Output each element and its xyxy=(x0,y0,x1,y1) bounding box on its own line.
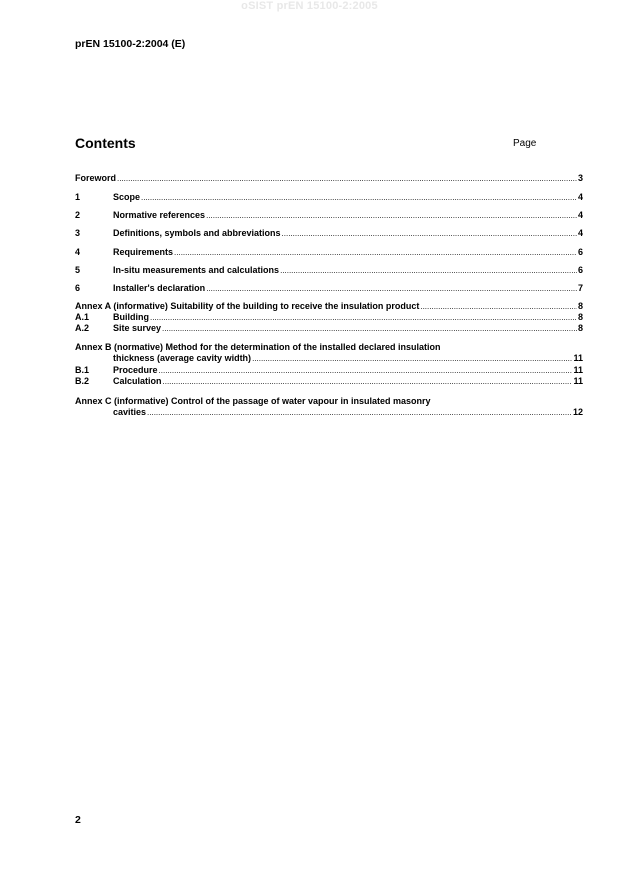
toc-entry-number: 6 xyxy=(75,283,81,293)
toc-entry-title: Annex C (informative) Control of the passage of water vapour in insulated masonry xyxy=(75,396,431,406)
toc-entry-page: 11 xyxy=(573,365,583,375)
toc-entry-page: 7 xyxy=(577,283,583,293)
toc-entry-normative-references[interactable] xyxy=(75,210,583,221)
toc-entry-b2-calculation[interactable] xyxy=(75,376,583,387)
toc-entry-foreword[interactable] xyxy=(75,173,583,184)
toc-entry-title: Definitions, symbols and abbreviations xyxy=(113,228,281,238)
toc-entry-page: 4 xyxy=(577,192,583,202)
toc-entry-a2-site-survey[interactable] xyxy=(75,323,583,334)
toc-entry-page: 3 xyxy=(577,173,583,183)
toc-entry-b1-procedure[interactable] xyxy=(75,365,583,376)
dot-leader xyxy=(206,210,577,221)
dot-leader xyxy=(162,323,577,334)
toc-entry-number: A.1 xyxy=(75,312,90,322)
toc-entry-annex-b[interactable] xyxy=(75,342,583,364)
toc-entry-annex-c[interactable] xyxy=(75,396,583,418)
watermark: oSIST prEN 15100-2:2005 xyxy=(241,0,378,12)
dot-leader xyxy=(282,228,577,239)
toc-entry-page: 4 xyxy=(577,210,583,220)
toc-entry-page: 12 xyxy=(572,407,583,417)
toc-entry-page: 6 xyxy=(577,265,583,275)
dot-leader xyxy=(163,376,573,387)
contents-heading: Contents xyxy=(75,135,136,151)
toc-entry-page: 6 xyxy=(577,247,583,257)
dot-leader xyxy=(141,192,577,203)
toc-entry-installers-declaration[interactable] xyxy=(75,283,583,294)
dot-leader xyxy=(147,407,572,418)
toc-entry-page: 11 xyxy=(573,353,583,363)
toc-entry-number: 3 xyxy=(75,228,81,238)
toc-entry-number: 1 xyxy=(75,192,81,202)
toc-entry-title: Normative references xyxy=(113,210,206,220)
toc-entry-title: Scope xyxy=(113,192,141,202)
toc-entry-title: Building xyxy=(113,312,149,322)
dot-leader xyxy=(174,247,577,258)
toc-entry-title: Annex A (informative) Suitability of the building to receive the insulation product xyxy=(75,301,420,311)
toc-entry-page: 8 xyxy=(577,301,583,311)
toc-entry-title: Procedure xyxy=(113,365,158,375)
page-column-label: Page xyxy=(513,138,537,149)
dot-leader xyxy=(117,173,577,184)
toc-entry-title: Foreword xyxy=(75,173,117,183)
toc-entry-a1-building[interactable] xyxy=(75,312,583,323)
toc-entry-title: Requirements xyxy=(113,247,174,257)
toc-entry-page: 11 xyxy=(573,376,583,386)
toc-entry-number: A.2 xyxy=(75,323,90,333)
toc-entry-number: 4 xyxy=(75,247,81,257)
toc-entry-title-continued: cavities xyxy=(113,407,147,417)
dot-leader xyxy=(159,365,573,376)
document-id: prEN 15100-2:2004 (E) xyxy=(75,38,186,50)
toc-entry-title: In-situ measurements and calculations xyxy=(113,265,280,275)
toc-entry-title: Site survey xyxy=(113,323,162,333)
toc-entry-number: B.2 xyxy=(75,376,90,386)
dot-leader xyxy=(252,353,572,364)
toc-entry-requirements[interactable] xyxy=(75,247,583,258)
dot-leader xyxy=(206,283,577,294)
toc-entry-number: 2 xyxy=(75,210,81,220)
toc-entry-in-situ-measurements[interactable] xyxy=(75,265,583,276)
toc-entry-page: 8 xyxy=(577,323,583,333)
toc-entry-number: B.1 xyxy=(75,365,90,375)
toc-entry-annex-a[interactable] xyxy=(75,301,583,312)
dot-leader xyxy=(150,312,577,323)
toc-entry-title: Installer's declaration xyxy=(113,283,206,293)
toc-entry-number: 5 xyxy=(75,265,81,275)
toc-entry-scope[interactable] xyxy=(75,192,583,203)
toc-entry-page: 8 xyxy=(577,312,583,322)
toc-entry-title: Annex B (normative) Method for the determination of the installed declared insulation xyxy=(75,342,441,352)
toc-entry-page: 4 xyxy=(577,228,583,238)
dot-leader xyxy=(280,265,577,276)
dot-leader xyxy=(420,301,577,312)
page-number: 2 xyxy=(75,814,81,826)
toc-entry-title-continued: thickness (average cavity width) xyxy=(113,353,252,363)
toc-entry-definitions[interactable] xyxy=(75,228,583,239)
toc-entry-title: Calculation xyxy=(113,376,162,386)
